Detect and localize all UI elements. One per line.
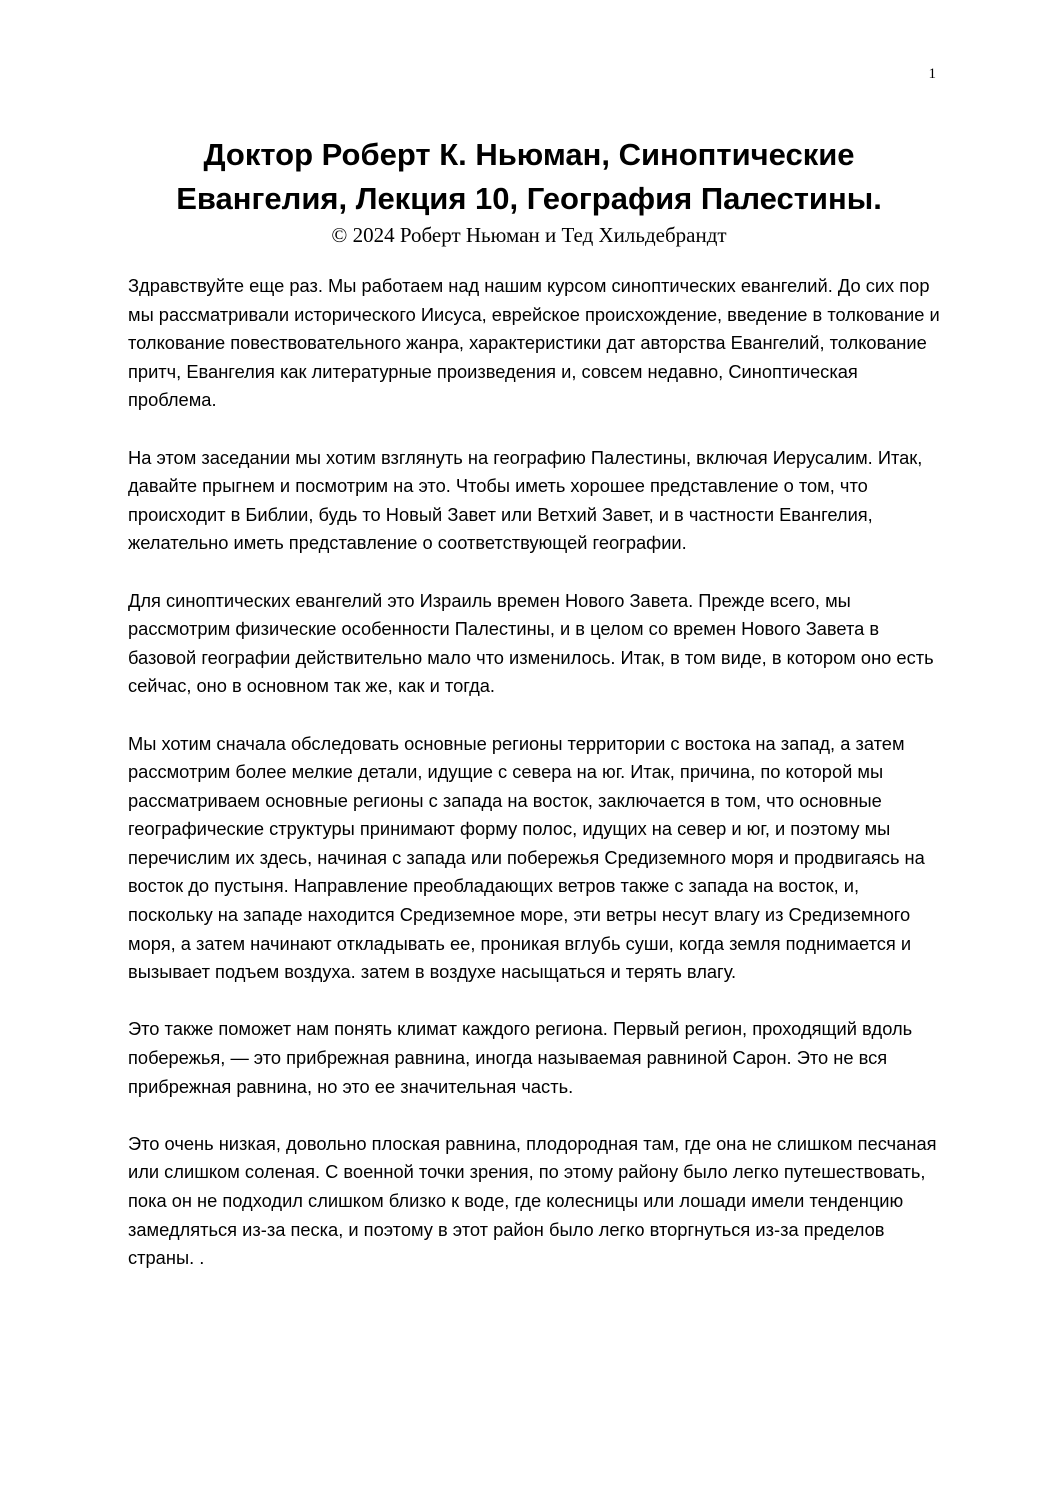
title-line-1: Доктор Роберт К. Ньюман, Синоптические (203, 137, 855, 172)
paragraph-6: Это очень низкая, довольно плоская равнина, плодородная там, где она не слишком песчаная или слишком соленая. С военной точки зрения, по этому району было легко путешествовать, пока он не подходил слишком близко к воде, где колесницы или лошади имели тенденцию замедляться из-за песка, и поэтому в этот район было легко вторгнуться из-за пределов страны. . (128, 1132, 937, 1269)
paragraph-5: Это также поможет нам понять климат каждого региона. Первый регион, проходящий вдоль побережья, — это прибрежная равнина, иногда называемая равниной Сарон. Это не вся прибрежная равнина, но это ее значительная часть. (128, 1018, 913, 1097)
paragraph-1: Здравствуйте еще раз. Мы работаем над нашим курсом синоптических евангелий. До сих пор мы рассматривали исторического Иисуса, еврейское происхождение, введение в толкование и толкование повествовательного жанра, характеристики дат авторства Евангелий, толкование притч, Евангелия как литературные произведения и, совсем недавно, Синоптическая проблема. (128, 275, 940, 411)
copyright-line: © 2024 Роберт Ньюман и Тед Хильдебрандт (331, 223, 727, 247)
paragraph-3: Для синоптических евангелий это Израиль времен Нового Завета. Прежде всего, мы рассмотрим физические особенности Палестины, и в целом со времен Нового Завета в базовой географии действительно мало что изменилось. Итак, в том виде, в котором оно есть сейчас, оно в основном так же, как и тогда. (128, 589, 934, 697)
paragraph-4: Мы хотим сначала обследовать основные регионы территории с востока на запад, а затем рассмотрим более мелкие детали, идущие с севера на юг. Итак, причина, по которой мы рассматриваем основные регионы с запада на восток, заключается в том, что основные географические структуры принимают форму полос, идущих на север и юг, и поэтому мы перечислим их здесь, начиная с запада или побережья Средиземного моря и продвигаясь на восток до пустыня. Направление преобладающих ветров также с запада на восток, и, поскольку на западе находится Средиземное море, эти ветры несут влагу из Средиземного моря, а затем начинают откладывать ее, проникая вглубь суши, когда земля поднимается и вызывает подъем воздуха. затем в воздухе насыщаться и терять влагу. (128, 732, 925, 983)
title-line-2: Евангелия, Лекция 10, География Палестины. (176, 181, 882, 216)
document-body (128, 272, 940, 1301)
document-title (100, 133, 958, 221)
paragraph-2: На этом заседании мы хотим взглянуть на географию Палестины, включая Иерусалим. Итак, давайте прыгнем и посмотрим на это. Чтобы иметь хорошее представление о том, что происходит в Библии, будь то Новый Завет или Ветхий Завет, и в частности Евангелия, желательно иметь представление о соответствующей географии. (128, 446, 923, 554)
page-number: 1 (928, 66, 936, 82)
